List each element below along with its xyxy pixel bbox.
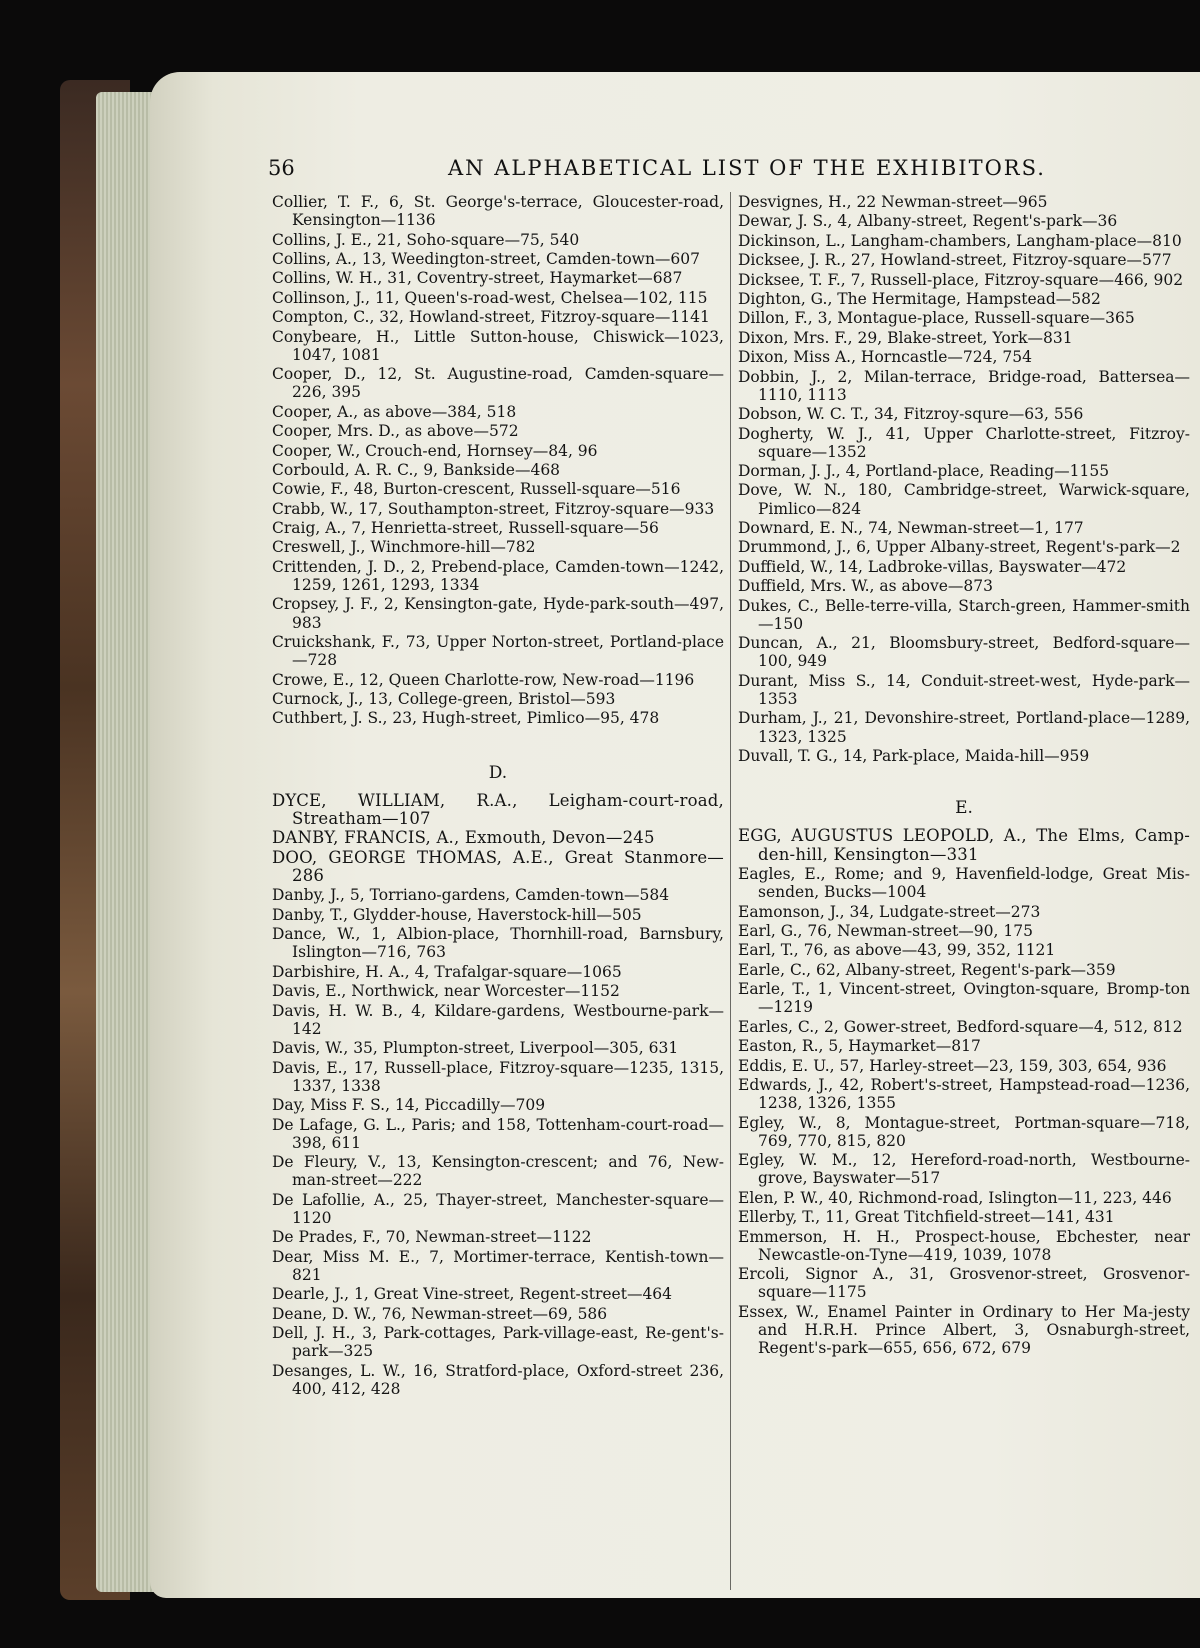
c-entries — [272, 193, 724, 728]
exhibitor-entry: Crittenden, J. D., 2, Prebend-place, Camden-town—1242, 1259, 1261, 1293, 1334 — [272, 557, 724, 595]
exhibitor-entry-academician: DYCE, WILLIAM, R.A., Leigham-court-road, Streatham—107 — [272, 790, 724, 829]
exhibitor-entry: Craig, A., 7, Henrietta-street, Russell-square—56 — [272, 519, 659, 538]
running-title: AN ALPHABETICAL LIST OF THE EXHIBITORS. — [448, 156, 1046, 180]
exhibitor-entry: Day, Miss F. S., 14, Piccadilly—709 — [272, 1096, 546, 1115]
exhibitor-entry: Conybeare, H., Little Sutton-house, Chiswick—1023, 1047, 1081 — [272, 327, 724, 364]
exhibitor-entry: Cooper, A., as above—384, 518 — [272, 402, 517, 421]
column-divider — [730, 192, 731, 1590]
exhibitor-entry: Dove, W. N., 180, Cambridge-street, Warwick-square, Pimlico—824 — [738, 481, 1190, 518]
exhibitor-entry: Desvignes, H., 22 Newman-street—965 — [738, 193, 1048, 211]
d-major-entries — [272, 792, 724, 885]
exhibitor-entry: Cruickshank, F., 73, Upper Norton-street, Portland-place—728 — [272, 633, 724, 670]
exhibitor-entry: Edwards, J., 42, Robert's-street, Hampstead-road—1236, 1238, 1326, 1355 — [738, 1075, 1190, 1113]
exhibitor-entry: Eddis, E. U., 57, Harley-street—23, 159, 303, 654, 936 — [738, 1056, 1167, 1075]
exhibitor-entry: Dear, Miss M. E., 7, Mortimer-terrace, Kentish-town—821 — [272, 1247, 724, 1284]
exhibitor-entry: Duffield, Mrs. W., as above—873 — [738, 577, 994, 596]
exhibitor-entry: Dorman, J. J., 4, Portland-place, Reading—1155 — [738, 462, 1110, 481]
page-number: 56 — [268, 156, 295, 180]
exhibitor-entry: Deane, D. W., 76, Newman-street—69, 586 — [272, 1304, 608, 1323]
exhibitor-entry: Egley, W., 8, Montague-street, Portman-square—718, 769, 770, 815, 820 — [738, 1113, 1190, 1150]
exhibitor-entry: Easton, R., 5, Haymarket—817 — [738, 1037, 981, 1056]
exhibitor-entry: Durham, J., 21, Devonshire-street, Portland-place—1289, 1323, 1325 — [738, 709, 1190, 746]
exhibitor-entry: Earl, G., 76, Newman-street—90, 175 — [738, 922, 1033, 940]
exhibitor-entry: Downard, E. N., 74, Newman-street—1, 177 — [738, 519, 1084, 538]
exhibitor-entry: Collins, W. H., 31, Coventry-street, Haymarket—687 — [272, 269, 683, 288]
exhibitor-entry: Dicksee, J. R., 27, Howland-street, Fitzroy-square—577 — [738, 251, 1172, 270]
exhibitor-entry: Dixon, Miss A., Horncastle—724, 754 — [738, 348, 1032, 367]
exhibitor-entry-academician: EGG, AUGUSTUS LEOPOLD, A., The Elms, Camp-den-hill, Kensington—331 — [738, 826, 1190, 864]
exhibitor-entry: De Lafage, G. L., Paris; and 158, Tottenham-court-road—398, 611 — [272, 1115, 724, 1152]
exhibitor-entry: Dobson, W. C. T., 34, Fitzroy-squre—63, 556 — [738, 405, 1084, 424]
exhibitor-entry: Collinson, J., 11, Queen's-road-west, Chelsea—102, 115 — [272, 288, 708, 307]
exhibitor-entry: Dillon, F., 3, Montague-place, Russell-square—365 — [738, 309, 1135, 328]
exhibitor-entry: Dobbin, J., 2, Milan-terrace, Bridge-road, Battersea—1110, 1113 — [738, 367, 1190, 404]
exhibitor-entry: Crabb, W., 17, Southampton-street, Fitzroy-square—933 — [272, 499, 715, 518]
exhibitor-entry: Collins, A., 13, Weedington-street, Camden-town—607 — [272, 249, 701, 268]
exhibitor-entry: De Fleury, V., 13, Kensington-crescent; and 76, New-man-street—222 — [272, 1153, 724, 1190]
exhibitor-entry: Dicksee, T. F., 7, Russell-place, Fitzroy-square—466, 902 — [738, 270, 1184, 289]
exhibitor-entry: Duncan, A., 21, Bloomsbury-street, Bedford-square—100, 949 — [738, 634, 1190, 671]
exhibitor-entry: Cooper, D., 12, St. Augustine-road, Camden-square—226, 395 — [272, 365, 724, 402]
right-column — [738, 193, 1190, 1358]
exhibitor-entry: Collier, T. F., 6, St. George's-terrace, Gloucester-road, Kensington—1136 — [272, 193, 724, 230]
exhibitor-entry: Darbishire, H. A., 4, Trafalgar-square—1065 — [272, 962, 622, 981]
exhibitor-entry: Dixon, Mrs. F., 29, Blake-street, York—831 — [738, 328, 1073, 347]
exhibitor-entry: Dickinson, L., Langham-chambers, Langham-place—810 — [738, 231, 1182, 250]
exhibitor-entry: Earle, C., 62, Albany-street, Regent's-park—359 — [738, 960, 1116, 979]
section-heading-e: E. — [955, 798, 973, 819]
exhibitor-entry: Crowe, E., 12, Queen Charlotte-row, New-road—1196 — [272, 670, 695, 689]
exhibitor-entry: Cropsey, J. F., 2, Kensington-gate, Hyde-park-south—497, 983 — [272, 595, 724, 632]
exhibitor-entry: Cuthbert, J. S., 23, Hugh-street, Pimlico—95, 478 — [272, 709, 660, 728]
d-entries-left — [272, 886, 724, 1398]
exhibitor-entry: Desanges, L. W., 16, Stratford-place, Oxford-street 236, 400, 412, 428 — [272, 1361, 724, 1398]
exhibitor-entry: Dance, W., 1, Albion-place, Thornhill-road, Barnsbury, Islington—716, 763 — [272, 925, 724, 962]
exhibitor-entry: Earl, T., 76, as above—43, 99, 352, 1121 — [738, 941, 1056, 960]
exhibitor-entry: Dearle, J., 1, Great Vine-street, Regent-street—464 — [272, 1285, 673, 1304]
exhibitor-entry: Danby, J., 5, Torriano-gardens, Camden-town—584 — [272, 886, 670, 905]
exhibitor-entry: Ercoli, Signor A., 31, Grosvenor-street, Grosvenor-square—1175 — [738, 1265, 1190, 1302]
exhibitor-entry: Duvall, T. G., 14, Park-place, Maida-hill—959 — [738, 747, 1090, 766]
exhibitor-entry: Earles, C., 2, Gower-street, Bedford-square—4, 512, 812 — [738, 1017, 1183, 1036]
exhibitor-entry: Collins, J. E., 21, Soho-square—75, 540 — [272, 230, 580, 249]
exhibitor-entry: Durant, Miss S., 14, Conduit-street-west, Hyde-park—1353 — [738, 671, 1190, 709]
exhibitor-entry: Duffield, W., 14, Ladbroke-villas, Bayswater—472 — [738, 557, 1127, 576]
exhibitor-entry: Ellerby, T., 11, Great Titchfield-street—141, 431 — [738, 1208, 1115, 1227]
exhibitor-entry: Davis, E., 17, Russell-place, Fitzroy-square—1235, 1315, 1337, 1338 — [272, 1058, 724, 1095]
exhibitor-entry: Earle, T., 1, Vincent-street, Ovington-square, Bromp-ton—1219 — [738, 980, 1190, 1017]
e-entries — [738, 865, 1190, 1357]
exhibitor-entry: Curnock, J., 13, College-green, Bristol—593 — [272, 690, 616, 709]
exhibitor-entry: Davis, H. W. B., 4, Kildare-gardens, Westbourne-park—142 — [272, 1001, 724, 1038]
exhibitor-entry: Compton, C., 32, Howland-street, Fitzroy-square—1141 — [272, 308, 710, 327]
exhibitor-entry: Elen, P. W., 40, Richmond-road, Islington—11, 223, 446 — [738, 1188, 1172, 1207]
exhibitor-entry-academician: DANBY, FRANCIS, A., Exmouth, Devon—245 — [272, 828, 655, 848]
left-column — [272, 193, 724, 1399]
exhibitor-entry: Egley, W. M., 12, Hereford-road-north, Westbourne-grove, Bayswater—517 — [738, 1151, 1190, 1188]
e-major-entries — [738, 827, 1190, 863]
d-entries-right — [738, 193, 1190, 765]
exhibitor-entry: Corbould, A. R. C., 9, Bankside—468 — [272, 460, 561, 479]
exhibitor-entry: Dogherty, W. J., 41, Upper Charlotte-street, Fitzroy-square—1352 — [738, 424, 1190, 461]
exhibitor-entry: Dighton, G., The Hermitage, Hampstead—582 — [738, 289, 1101, 308]
exhibitor-entry: Davis, E., Northwick, near Worcester—1152 — [272, 982, 620, 1001]
exhibitor-entry: De Prades, F., 70, Newman-street—1122 — [272, 1228, 592, 1247]
exhibitor-entry: Creswell, J., Winchmore-hill—782 — [272, 538, 536, 557]
exhibitor-entry: Eamonson, J., 34, Ludgate-street—273 — [738, 902, 1041, 921]
exhibitor-entry: Cooper, W., Crouch-end, Hornsey—84, 96 — [272, 441, 598, 460]
exhibitor-entry: Cowie, F., 48, Burton-crescent, Russell-square—516 — [272, 480, 681, 499]
exhibitor-entry: Dewar, J. S., 4, Albany-street, Regent's-park—36 — [738, 212, 1118, 231]
exhibitor-entry: Dukes, C., Belle-terre-villa, Starch-green, Hammer-smith—150 — [738, 596, 1190, 633]
exhibitor-entry: Danby, T., Glydder-house, Haverstock-hill—505 — [272, 905, 642, 924]
exhibitor-entry: Cooper, Mrs. D., as above—572 — [272, 422, 519, 441]
section-heading-d: D. — [488, 762, 508, 783]
exhibitor-entry-academician: DOO, GEORGE THOMAS, A.E., Great Stanmore—286 — [272, 847, 724, 886]
exhibitor-entry: Drummond, J., 6, Upper Albany-street, Regent's-park—2 — [738, 538, 1181, 557]
exhibitor-entry: Davis, W., 35, Plumpton-street, Liverpool—305, 631 — [272, 1039, 679, 1058]
exhibitor-entry: Eagles, E., Rome; and 9, Havenfield-lodge, Great Mis-senden, Bucks—1004 — [738, 865, 1190, 902]
exhibitor-entry: De Lafollie, A., 25, Thayer-street, Manchester-square—1120 — [272, 1190, 724, 1227]
exhibitor-entry: Essex, W., Enamel Painter in Ordinary to Her Ma-jesty and H.R.H. Prince Albert, 3, Osnaburgh-street, Regent's-park—655, 656, 672, 679 — [738, 1302, 1190, 1358]
exhibitor-entry: Dell, J. H., 3, Park-cottages, Park-village-east, Re-gent's-park—325 — [272, 1324, 724, 1361]
exhibitor-entry: Emmerson, H. H., Prospect-house, Ebchester, near Newcastle-on-Tyne—419, 1039, 1078 — [738, 1227, 1190, 1264]
page-header — [268, 156, 1192, 186]
